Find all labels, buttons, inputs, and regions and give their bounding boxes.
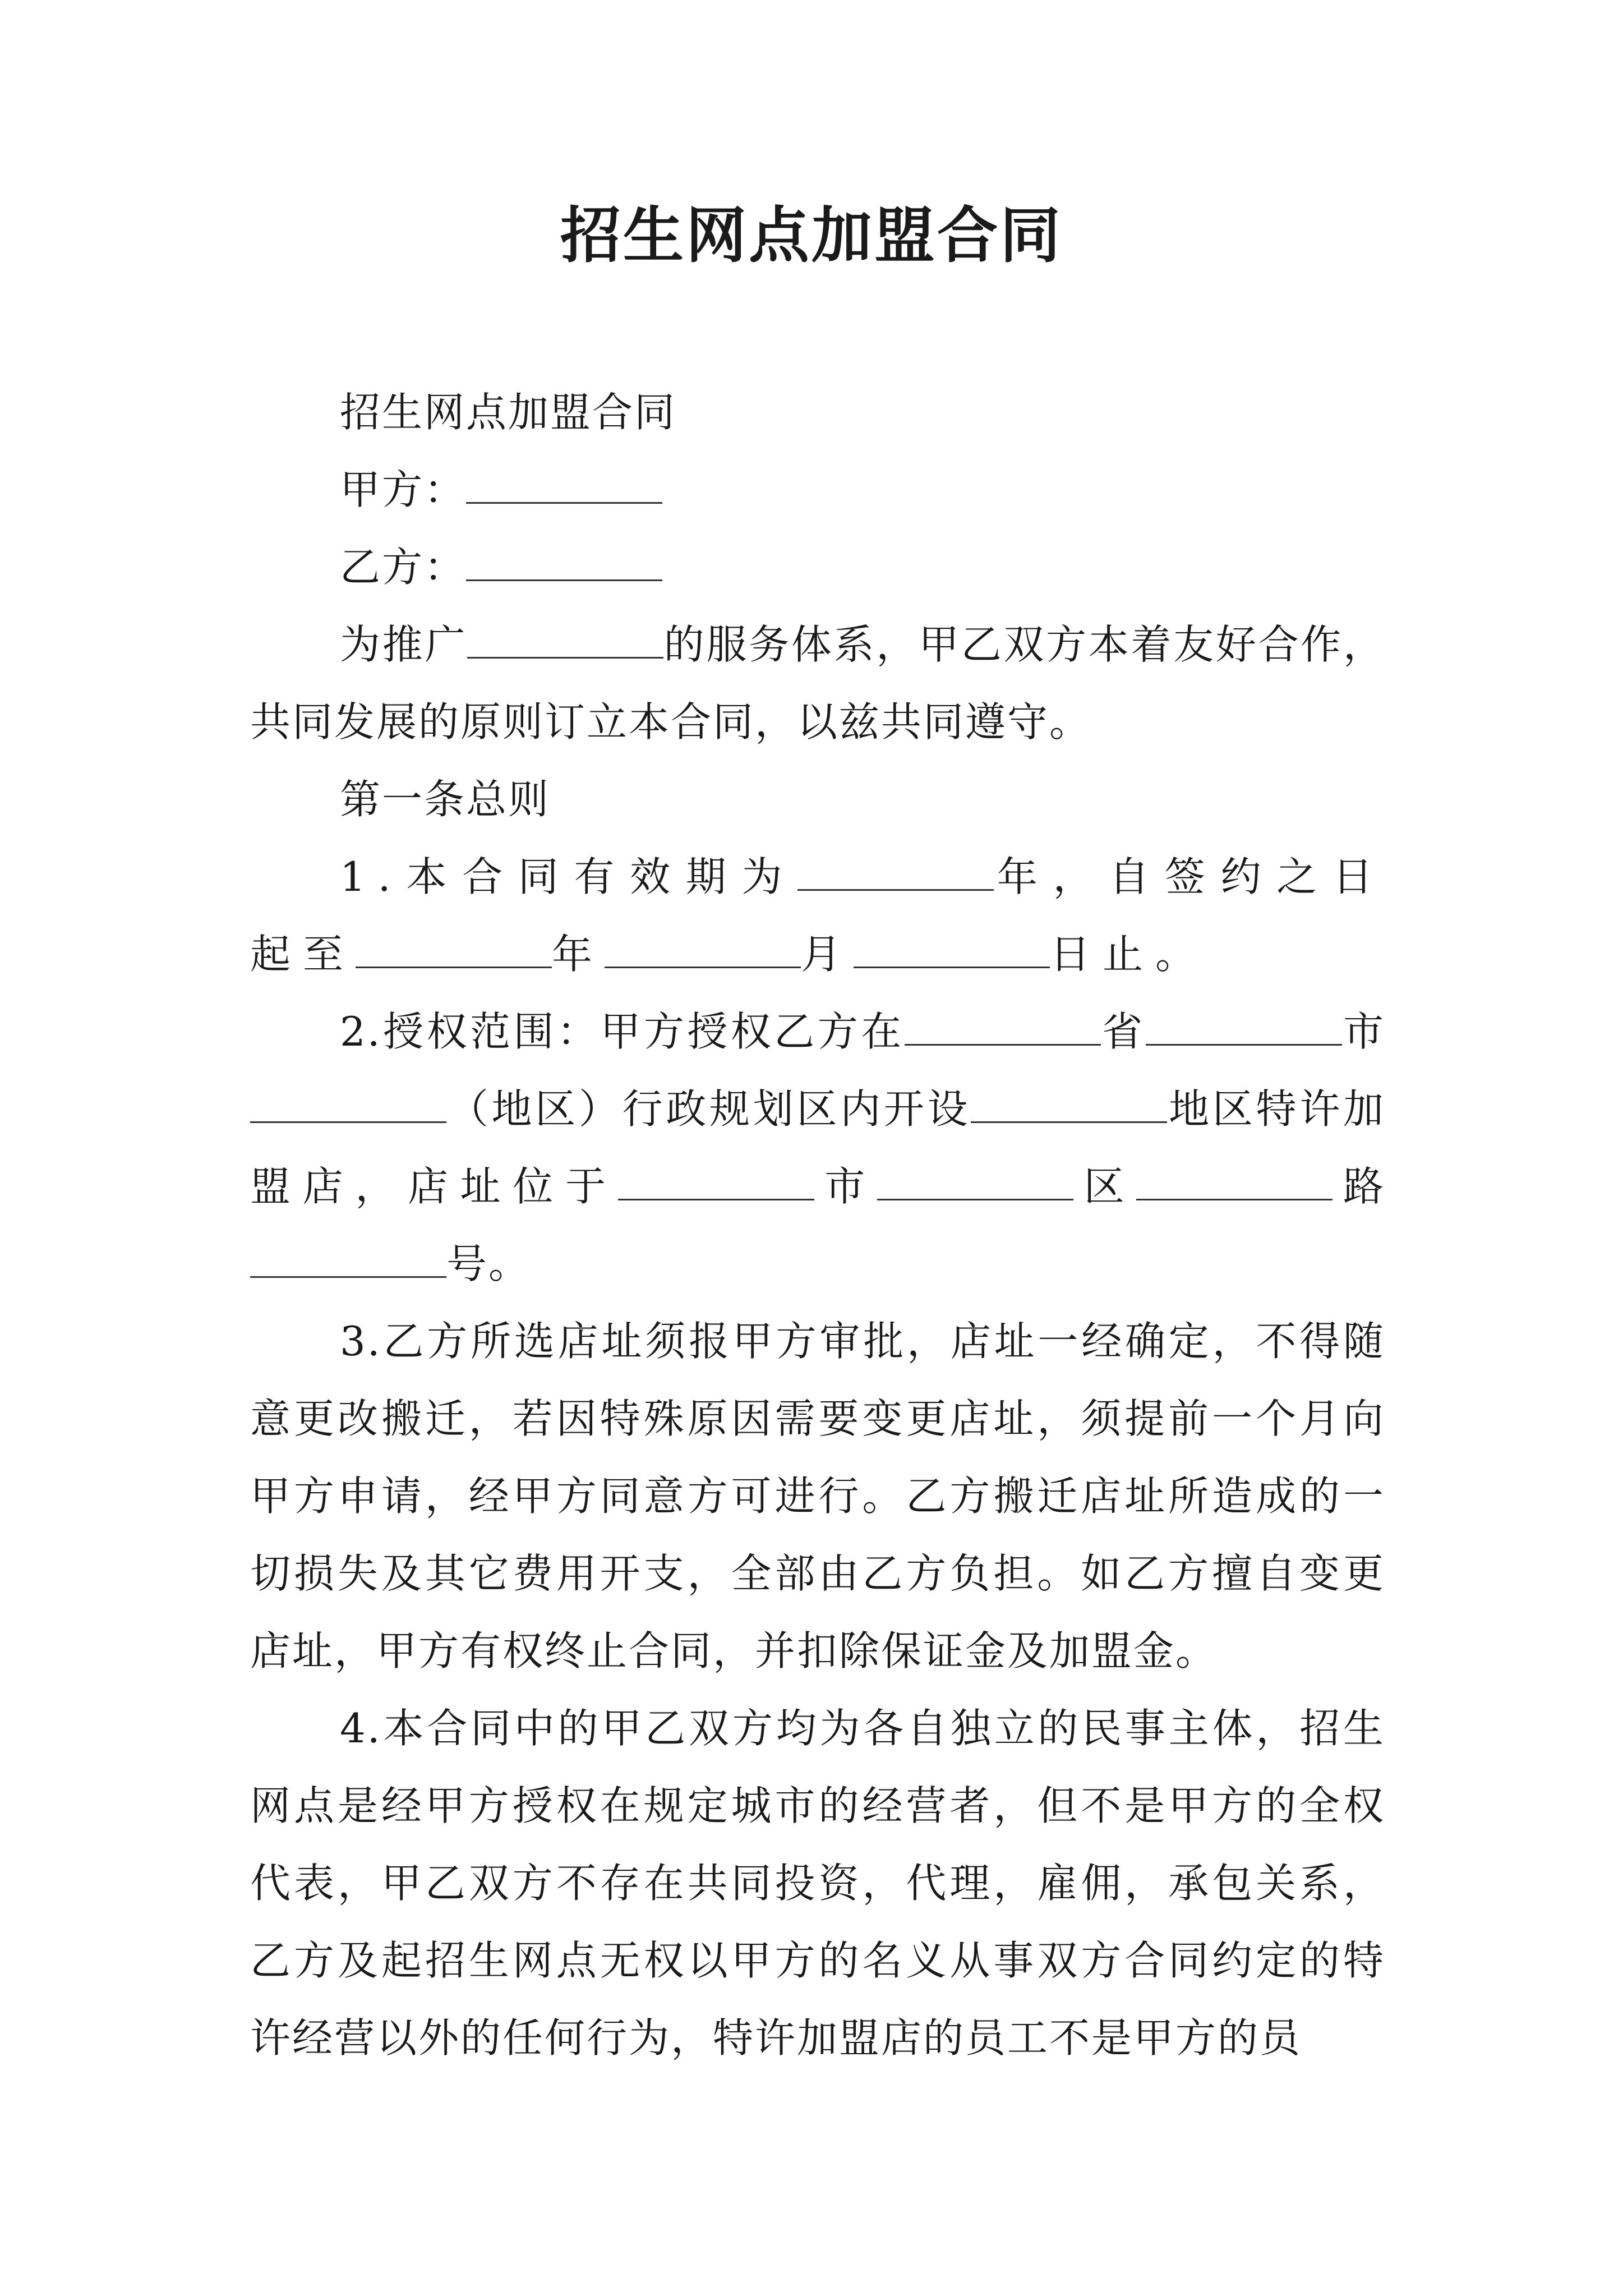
- party-b-label: 乙方：: [340, 544, 467, 591]
- intro-text-b: 的服务体系，甲乙双方本着友好合作，共同发展的原则订立本合同，以兹共同遵守。: [250, 621, 1385, 746]
- article-1-heading: 第一条总则: [340, 776, 551, 823]
- party-b-line: [250, 528, 1385, 606]
- clause-2-blank-area: [971, 1088, 1167, 1123]
- party-b-blank: [466, 546, 662, 581]
- clause-2-blank-city: [1146, 1010, 1342, 1046]
- clause-4: 4.本合同中的甲乙双方均为各自独立的民事主体，招生网点是经甲方授权在规定城市的经营者，但不是甲方的全权代表，甲乙双方不存在共同投资，代理，雇佣，承包关系，乙方及起招生网点无权以甲方的名义从事双方合同约定的特许经营以外的任何行为，特许加盟店的员工不是甲方的员: [250, 1705, 1385, 2062]
- clause-2-blank-region: [250, 1088, 446, 1123]
- party-a-label: 甲方：: [340, 466, 467, 513]
- clause-2: [250, 993, 1385, 1303]
- document-body: [250, 374, 1385, 2077]
- clause-2-text-f: 市: [814, 1163, 877, 1210]
- intro-blank: [467, 623, 663, 659]
- clause-1-text-d: 月: [801, 931, 854, 978]
- clause-2-blank-addr-district: [877, 1165, 1073, 1200]
- clause-2-text-e: 地区特许加盟店，店址位于: [250, 1085, 1385, 1210]
- clause-1-text-e: 日止。: [1050, 931, 1209, 978]
- clause-1-text-b: 年，自签约之日起至: [250, 853, 1385, 978]
- intro-paragraph: [250, 606, 1385, 761]
- document-title: 招生网点加盟合同: [560, 200, 1063, 271]
- clause-2-text-c: 市: [1341, 1008, 1385, 1055]
- clause-2-blank-province: [905, 1010, 1101, 1046]
- clause-1-blank-years: [797, 855, 994, 891]
- clause-1-text-c: 年: [552, 931, 605, 978]
- clause-2-blank-addr-number: [250, 1243, 446, 1278]
- clause-2-blank-addr-city: [618, 1165, 814, 1200]
- clause-1-blank-month: [605, 933, 801, 968]
- contract-heading: 招生网点加盟合同: [340, 389, 677, 436]
- clause-2-text-h: 路: [1332, 1163, 1385, 1210]
- clause-1-blank-end-year: [356, 933, 552, 968]
- clause-1-blank-day: [854, 933, 1050, 968]
- party-a-blank: [466, 468, 662, 504]
- clause-2-text-b: 省: [1100, 1008, 1146, 1055]
- clause-2-text-a: 2.授权范围：甲方授权乙方在: [340, 1008, 905, 1055]
- clause-2-text-d: （地区）行政规划区内开设: [446, 1085, 971, 1133]
- clause-1: [250, 838, 1385, 993]
- clause-2-blank-addr-road: [1136, 1165, 1332, 1200]
- clause-2-text-g: 区: [1073, 1163, 1137, 1210]
- clause-2-text-i: 号。: [446, 1240, 531, 1287]
- clause-3: 3.乙方所选店址须报甲方审批，店址一经确定，不得随意更改搬迁，若因特殊原因需要变更店址，须提前一个月向甲方申请，经甲方同意方可进行。乙方搬迁店址所造成的一切损失及其它费用开支，全部由乙方负担。如乙方擅自变更店址，甲方有权终止合同，并扣除保证金及加盟金。: [250, 1318, 1385, 1674]
- clause-1-text-a: 1.本合同有效期为: [340, 853, 798, 900]
- party-a-line: [250, 451, 1385, 528]
- intro-text-a: 为推广: [340, 621, 468, 668]
